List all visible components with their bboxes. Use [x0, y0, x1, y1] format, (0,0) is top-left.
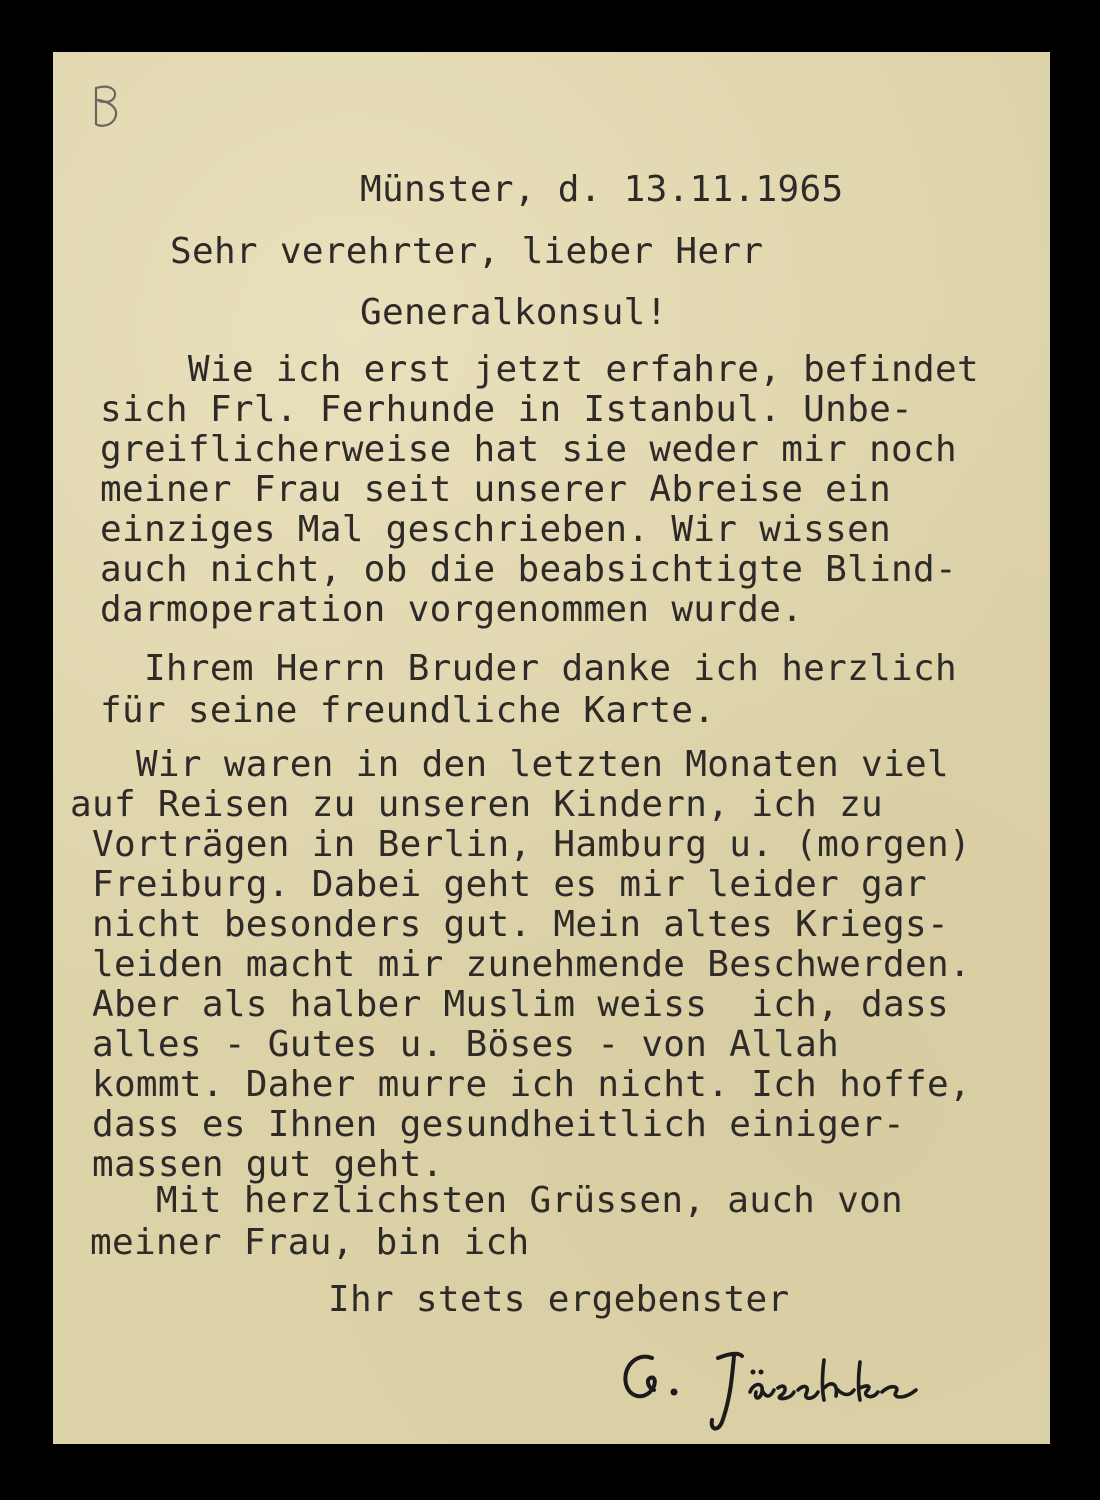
letter-paragraph-2: Ihrem Herrn Bruder danke ich herzlich für seine freundliche Karte.: [100, 648, 957, 731]
handwritten-signature: [610, 1330, 970, 1440]
letter-title: Generalkonsul!: [360, 292, 668, 333]
letter-paragraph-3: Wir waren in den letzten Monaten viel auf Reisen zu unseren Kindern, ich zu Vorträgen in Berlin, Hamburg u. (morgen) Freiburg. Dabei geht es mir leider gar nicht besonders gut. Mein altes Kriegs- leiden macht mir zunehmende Beschwerden. Aber als halber Muslim weiss ich, dass alles - Gutes u. Böses - von Allah kommt. Daher murre ich nicht. Ich hoffe, dass es Ihnen gesundheitlich einiger- massen gut geht.: [70, 744, 971, 1185]
letter-salutation: Sehr verehrter, lieber Herr: [170, 231, 764, 272]
letter-regards: Ihr stets ergebenster: [328, 1279, 790, 1320]
pencil-margin-mark: [88, 80, 128, 140]
letter-closing: Mit herzlichsten Grüssen, auch von meiner Frau, bin ich: [90, 1180, 904, 1263]
letter-date: Münster, d. 13.11.1965: [360, 169, 844, 210]
letter-paragraph-1: Wie ich erst jetzt erfahre, befindet sich Frl. Ferhunde in Istanbul. Unbe- greiflicherweise hat sie weder mir noch meiner Frau seit unserer Abreise ein einziges Mal geschrieben. Wir wissen auch nicht, ob die beabsichtigte Blind- darmoperation vorgenommen wurde.: [100, 349, 979, 630]
